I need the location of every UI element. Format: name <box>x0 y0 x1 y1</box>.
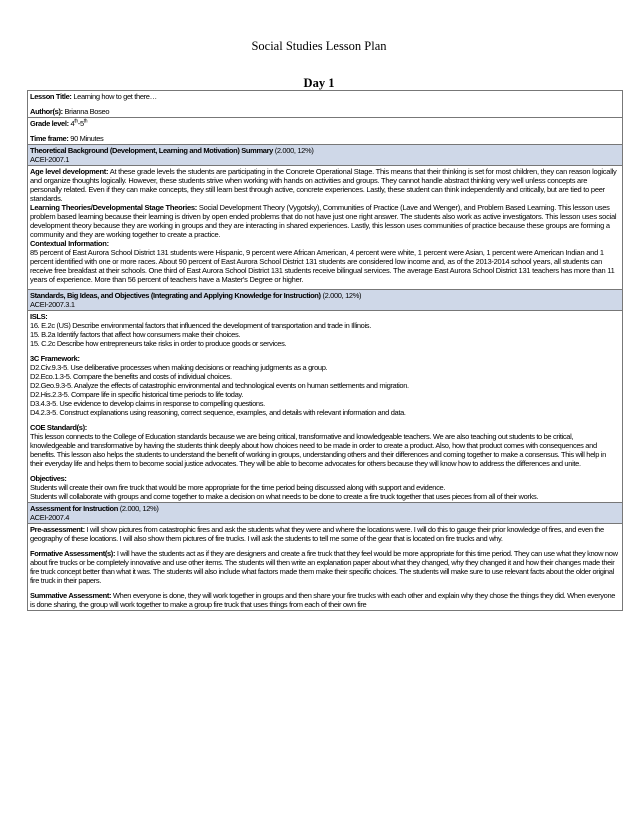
standards-code: ACEI-2007.3.1 <box>30 300 75 309</box>
objective-item: Students will collaborate with groups and come together to make a decision on what needs to be done to create a fire truck together that uses pieces from all of their works. <box>30 492 539 501</box>
objectives-label: Objectives: <box>30 474 67 483</box>
assessment-heading: Assessment for Instruction <box>30 504 119 513</box>
assessment-body-row <box>28 524 623 611</box>
assessment-heading-pct: (2.000, 12%) <box>119 504 159 513</box>
c3-item: D2.Eco.1.3-5. Compare the benefits and costs of individual choices. <box>30 372 232 381</box>
objective-item: Students will create their own fire truck that would be more appropriate for the time period being discussed along with support and evidence. <box>30 483 446 492</box>
summative-assessment-text: When everyone is done, they will work together in groups and then share your fire trucks with each other and explain why they chose the things they did. When everyone is done sharing, the group will work together to make a group fire truck that uses things from each of their own fire <box>30 591 616 609</box>
time-frame-label: Time frame: <box>30 134 69 143</box>
c3-item: D3.4.3-5. Use evidence to develop claims in response to compelling questions. <box>30 399 265 408</box>
day-heading: Day 1 <box>303 76 335 90</box>
c3-item: D2.Geo.9.3-5. Analyze the effects of catastrophic environmental and technological events on human settlements and migration. <box>30 381 409 390</box>
c3-item: D4.2.3-5. Construct explanations using reasoning, correct sequence, examples, and details with relevant information and data. <box>30 408 406 417</box>
formative-assessment-text: I will have the students act as if they are designers and create a fire truck that they feel would be more appropriate for this time period. They can use what they know now about fire trucks or be completely innovative and use other items. The students will then write an explanation paper about what they changed, why they changed it and how their changes made their fire truck concept better than what it was. The students will also include what factors made them make their specific choices. The students will make sure to use relevant facts about the older original fire truck in their papers. <box>30 549 618 585</box>
lesson-plan-table <box>27 90 623 611</box>
theory-heading: Theoretical Background (Development, Learning and Motivation) Summary <box>30 146 273 155</box>
assessment-code: ACEI-2007.4 <box>30 513 70 522</box>
lesson-title-row <box>28 91 623 118</box>
theory-heading-row <box>28 145 623 166</box>
coe-standard-text: This lesson connects to the College of Education standards because we are being critical, transformative and knowledgeable teachers. We are also teaching out students to be critical, knowledgeable and transformative by having the students think deeply about how choices need to be made in order to create a product. Also, how that product comes with consequences and benefits. This lesson also helps the students to understand the benefit of working in groups, understanding others and their differences and coming together to make a consensus. This will help in their everyday life and helps them to become social justice advocates. They will be able to become advocates for others because they will know how to address the differences and unite. <box>30 432 606 468</box>
isls-item: 15. C.2c Describe how entrepreneurs take risks in order to produce goods or services. <box>30 339 287 348</box>
pre-assessment-text: I will show pictures from catastrophic fires and ask the students what they were and where the locations were. I will do this to gauge their prior knowledge of fires, and even the geography of these locations. I will also show them pictures of fire trucks. I will ask the students to tell me some of the gear that is located on fire trucks and why. <box>30 525 604 543</box>
document-title: Social Studies Lesson Plan <box>251 39 387 53</box>
time-frame-value: 90 Minutes <box>70 134 104 143</box>
grade-time-row <box>28 118 623 145</box>
learning-theories-label: Learning Theories/Developmental Stage Theories: <box>30 203 198 212</box>
author-value: Brianna Boseo <box>64 107 110 116</box>
standards-body-row <box>28 311 623 503</box>
c3-item: D2.Civ.9.3-5. Use deliberative processes when making decisions or reaching judgments as a group. <box>30 363 328 372</box>
grade-level-label: Grade level: <box>30 119 69 128</box>
isls-item: 16. E.2c (US) Describe environmental factors that influenced the development of transportation and trade in Illinois. <box>30 321 371 330</box>
theory-body-row <box>28 166 623 290</box>
c3-framework-label: 3C Framework: <box>30 354 80 363</box>
isls-label: ISLS: <box>30 312 48 321</box>
grade-level-value: 4th-5th <box>70 118 88 128</box>
standards-heading-pct: (2.000, 12%) <box>322 291 362 300</box>
theory-code: ACEI-2007.1 <box>30 155 70 164</box>
assessment-heading-row <box>28 503 623 524</box>
coe-standard-label: COE Standard(s): <box>30 423 87 432</box>
contextual-info-label: Contextual Information: <box>30 239 109 248</box>
contextual-info-text: 85 percent of East Aurora School District 131 students were Hispanic, 9 percent were African American, 4 percent were white, 1 percent were Asian, 1 percent were American Indian and 1 percent identified with one or more races. About 90 percent of East Aurora School District 131 students are considered low income and, as of the 2013-2014 school years, all students can receive free breakfast at their schools. One third of East Aurora School District 131 students receive bilingual services. The average East Aurora School District 131 teachers has more than 11 years of experience. More than 56 percent of teachers have a Master's Degree or higher. <box>30 248 615 284</box>
lesson-title-label: Lesson Title: <box>30 92 72 101</box>
standards-heading: Standards, Big Ideas, and Objectives (Integrating and Applying Knowledge for Instruction) <box>30 291 321 300</box>
age-level-text: At these grade levels the students are participating in the Concrete Operational Stage. This means that their thinking is set for most children, they can reason logically and organize thoughts logically. However, these students strive when working with hands on activities and groups. They cannot handle abstract thinking very well unless concepts are personally related. Even if they can make concepts, they still learn best through active, concrete experiences. Lastly, these student can think independently and critically, but are tied to peer standards. <box>30 167 617 203</box>
standards-heading-row <box>28 290 623 311</box>
c3-item: D2.His.2.3-5. Compare life in specific historical time periods to life today. <box>30 390 244 399</box>
isls-item: 15. B.2a Identify factors that affect how consumers make their choices. <box>30 330 241 339</box>
theory-heading-pct: (2.000, 12%) <box>274 146 314 155</box>
formative-assessment-label: Formative Assessment(s): <box>30 549 116 558</box>
lesson-title-value: Learning how to get there… <box>73 92 157 101</box>
summative-assessment-label: Summative Assessment: <box>30 591 112 600</box>
author-label: Author(s): <box>30 107 63 116</box>
pre-assessment-label: Pre-assessment: <box>30 525 85 534</box>
learning-theories-text: Social Development Theory (Vygotsky), Communities of Practice (Lave and Wenger), and Problem Based Learning. This lesson uses problem based learning because their learning is driven by open ended problems that do not have just one right answer. The students also work as active investigators. This lesson uses social development theory because they are working in groups and they are interacting in shared experiences. Lastly, this lesson uses communities of practice because these groups are forming a community and they are working together to create a practice. <box>30 203 617 239</box>
age-level-label: Age level development: <box>30 167 109 176</box>
